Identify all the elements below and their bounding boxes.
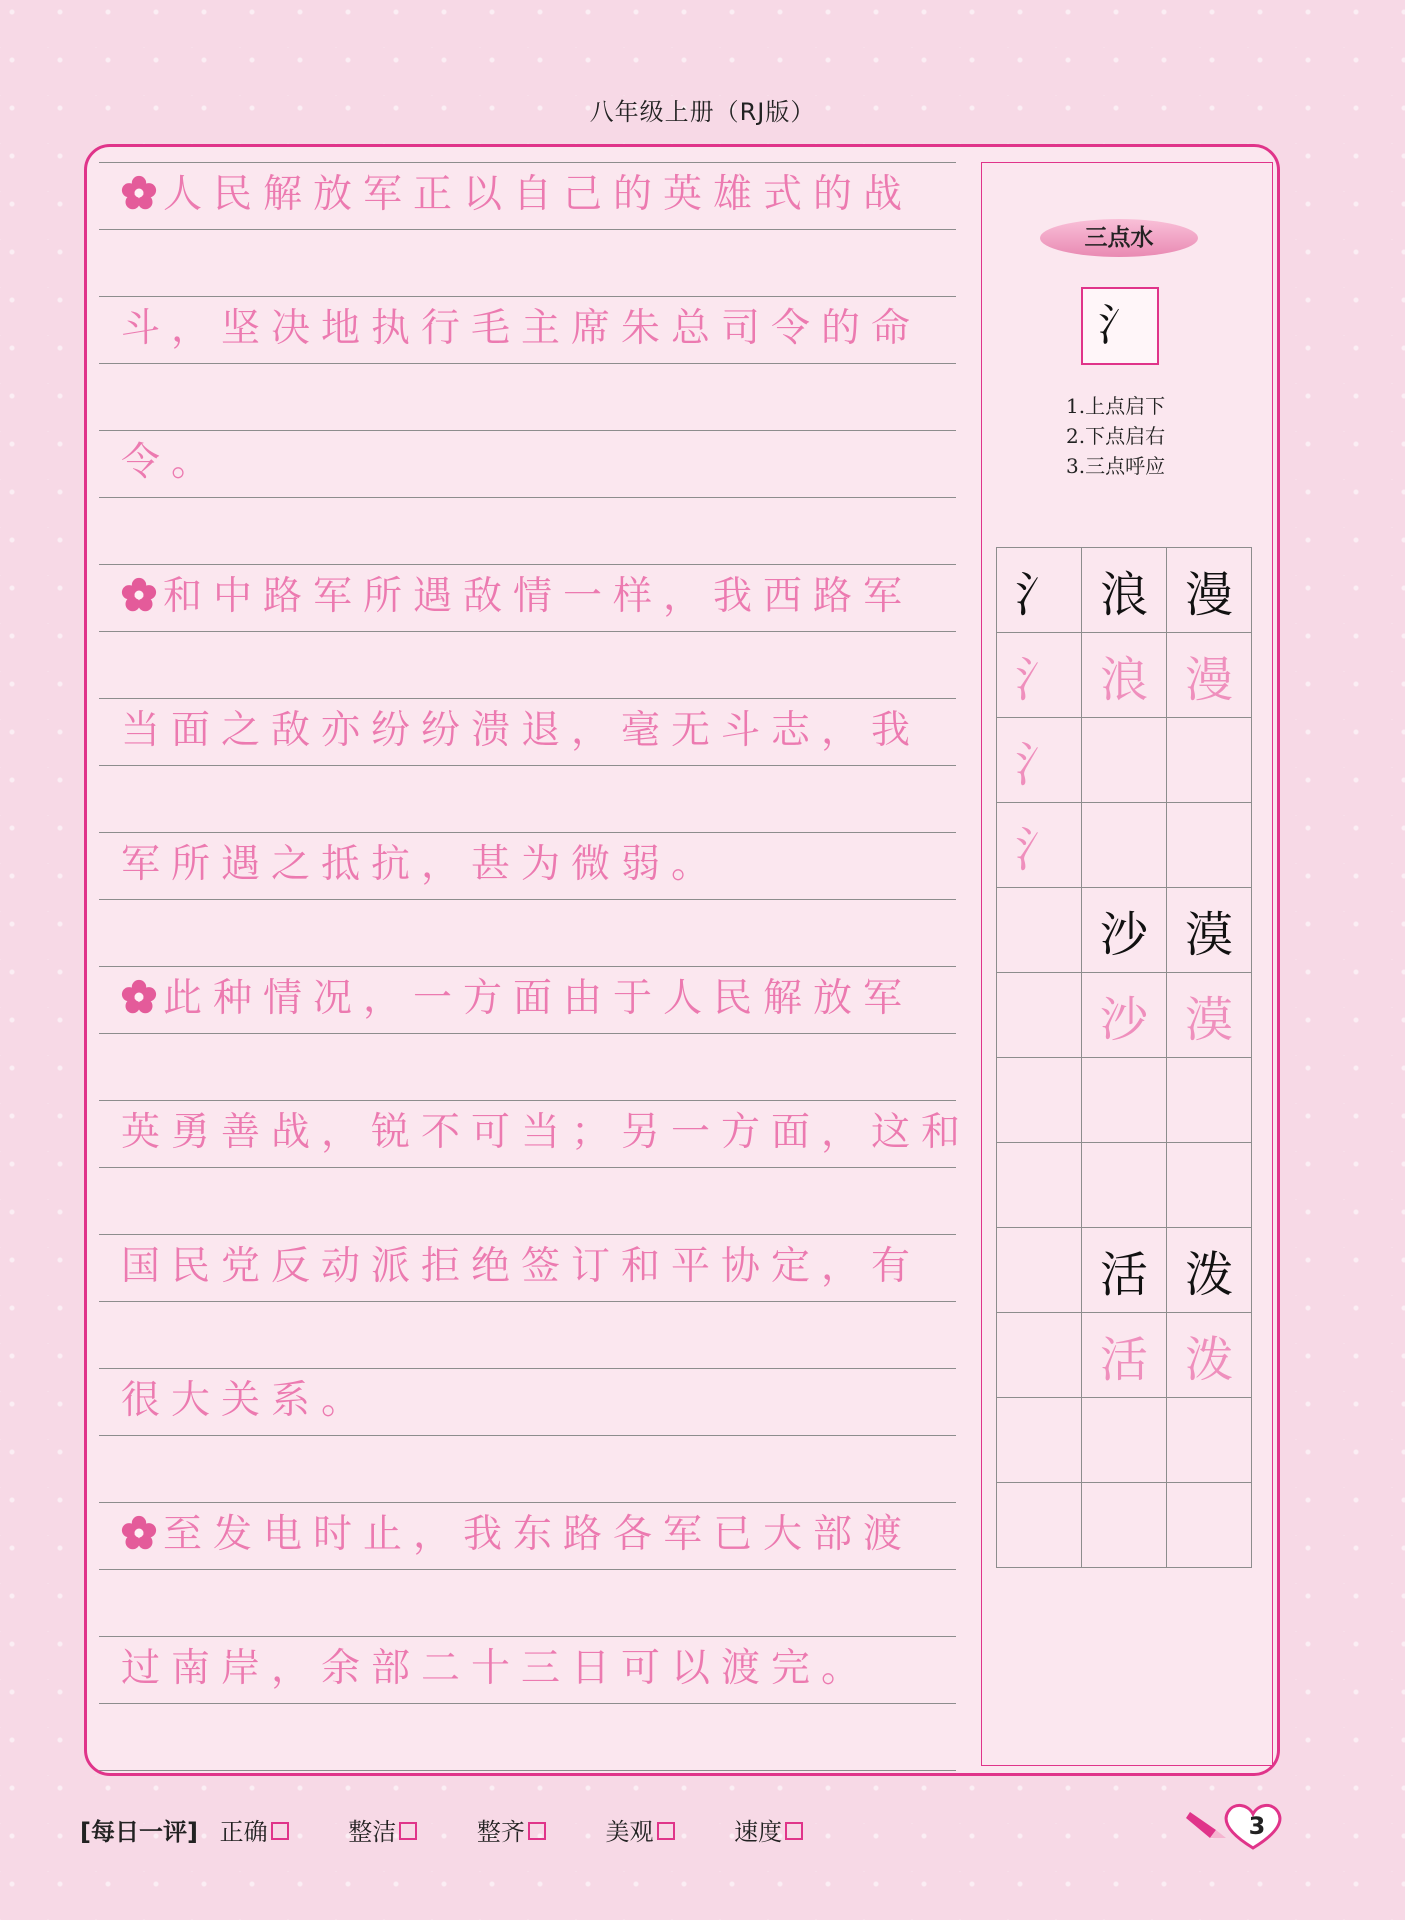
radical-char-box: 氵 (1081, 287, 1159, 365)
empty-cell (1167, 1058, 1252, 1143)
model-cell: 活 (1082, 1228, 1167, 1313)
line-text: 斗，坚决地执行毛主席朱总司令的命 (121, 306, 922, 351)
practice-line-1 (121, 169, 913, 221)
checkbox[interactable] (399, 1822, 417, 1840)
radical-sidebar (981, 162, 1273, 1766)
practice-line-7 (121, 973, 913, 1025)
flower-icon (121, 175, 157, 211)
checkbox[interactable] (271, 1822, 289, 1840)
model-cell: 漫 (1167, 548, 1252, 633)
eval-label: 正确 (219, 1818, 268, 1846)
eval-item-beauty (606, 1818, 675, 1846)
empty-cell (1167, 803, 1252, 888)
writing-row (99, 430, 956, 497)
line-text: 和中路军所遇敌情一样，我西路军 (163, 574, 914, 619)
trace-cell: 沙 (1082, 973, 1167, 1058)
line-text: 人民解放军正以自己的英雄式的战 (163, 172, 914, 217)
trace-cell: 漠 (1167, 973, 1252, 1058)
model-cell: 泼 (1167, 1228, 1252, 1313)
practice-line-5 (121, 705, 921, 757)
practice-line-11 (121, 1509, 913, 1561)
writing-tips (1066, 391, 1165, 481)
eval-label: 整洁 (348, 1818, 397, 1846)
empty-cell (1082, 803, 1167, 888)
eval-item-neat (348, 1818, 417, 1846)
checkbox[interactable] (785, 1822, 803, 1840)
blank-row (99, 1033, 956, 1100)
blank-row (99, 229, 956, 296)
practice-line-6 (121, 839, 721, 891)
writing-row (99, 966, 956, 1033)
line-text: 此种情况，一方面由于人民解放军 (163, 976, 914, 1021)
grid-row (997, 973, 1252, 1058)
practice-lines (99, 162, 972, 1771)
empty-cell (997, 888, 1082, 973)
empty-cell (1167, 1483, 1252, 1568)
grid-row (997, 633, 1252, 718)
line-text: 国民党反动派拒绝签订和平协定，有 (121, 1244, 922, 1289)
bottom-rule (99, 1770, 956, 1771)
flower-icon (121, 1515, 157, 1551)
tip-item: 2.下点启右 (1066, 424, 1166, 448)
grid-row (997, 888, 1252, 973)
writing-row (99, 162, 956, 229)
blank-row (99, 497, 956, 564)
blank-row (99, 899, 956, 966)
practice-line-4 (121, 571, 913, 623)
empty-cell (997, 1143, 1082, 1228)
writing-row (99, 1502, 956, 1569)
grid-row (997, 548, 1252, 633)
blank-row (99, 631, 956, 698)
practice-frame (84, 144, 1280, 1776)
line-text: 至发电时止，我东路各军已大部渡 (163, 1512, 914, 1557)
grid-row (997, 803, 1252, 888)
writing-row (99, 564, 956, 631)
empty-cell (997, 1228, 1082, 1313)
writing-row (99, 296, 956, 363)
radical-trace-cell: 氵 (997, 633, 1082, 718)
page-header: 八年级上册（RJ版） (589, 98, 816, 126)
writing-row (99, 1636, 956, 1703)
flower-icon (121, 577, 157, 613)
empty-cell (997, 1313, 1082, 1398)
blank-row (99, 363, 956, 430)
empty-cell (1082, 1058, 1167, 1143)
eval-label: 美观 (605, 1818, 654, 1846)
trace-cell: 活 (1082, 1313, 1167, 1398)
line-text: 很大关系。 (121, 1378, 372, 1423)
practice-line-2 (121, 303, 921, 355)
grid-row (997, 718, 1252, 803)
grid-row (997, 1058, 1252, 1143)
line-text: 当面之敌亦纷纷溃退，毫无斗志，我 (121, 708, 922, 753)
practice-line-12 (121, 1643, 871, 1695)
empty-cell (997, 973, 1082, 1058)
empty-cell (1167, 1143, 1252, 1228)
eval-item-speed (734, 1818, 803, 1846)
practice-line-3 (121, 437, 221, 489)
eval-item-correct (220, 1818, 289, 1846)
grid-row (997, 1143, 1252, 1228)
blank-row (99, 1569, 956, 1636)
line-text: 英勇善战，锐不可当；另一方面，这和 (121, 1110, 972, 1155)
empty-cell (1082, 1483, 1167, 1568)
writing-row (99, 1234, 956, 1301)
writing-row (99, 1368, 956, 1435)
flower-icon (121, 979, 157, 1015)
empty-cell (1167, 1398, 1252, 1483)
checkbox[interactable] (528, 1822, 546, 1840)
grid-row (997, 1228, 1252, 1313)
writing-row (99, 832, 956, 899)
line-text: 过南岸，余部二十三日可以渡完。 (121, 1646, 872, 1691)
empty-cell (997, 1483, 1082, 1568)
tip-item: 3.三点呼应 (1066, 454, 1166, 478)
practice-line-9 (121, 1241, 921, 1293)
line-text: 令。 (121, 440, 222, 485)
empty-cell (997, 1398, 1082, 1483)
writing-row (99, 698, 956, 765)
model-cell: 沙 (1082, 888, 1167, 973)
radical-trace-cell: 氵 (997, 718, 1082, 803)
practice-line-8 (121, 1107, 971, 1159)
trace-cell: 漫 (1167, 633, 1252, 718)
empty-cell (997, 1058, 1082, 1143)
writing-row (99, 1100, 972, 1167)
practice-line-10 (121, 1375, 371, 1427)
blank-row (99, 765, 956, 832)
daily-evaluation (80, 1812, 855, 1847)
grid-row (997, 1398, 1252, 1483)
page-number: 3 (1248, 1812, 1266, 1840)
tip-item: 1.上点启下 (1066, 394, 1166, 418)
empty-cell (1082, 1398, 1167, 1483)
blank-row (99, 1167, 956, 1234)
radical-trace-cell: 氵 (997, 803, 1082, 888)
eval-item-tidy (477, 1818, 546, 1846)
trace-cell: 泼 (1167, 1313, 1252, 1398)
empty-cell (1082, 718, 1167, 803)
radical-title-badge: 三点水 (1040, 219, 1198, 257)
checkbox[interactable] (657, 1822, 675, 1840)
blank-row (99, 1435, 956, 1502)
grid-row (997, 1313, 1252, 1398)
blank-row (99, 1703, 956, 1770)
blank-row (99, 1301, 956, 1368)
eval-label: 整齐 (476, 1818, 525, 1846)
trace-cell: 浪 (1082, 633, 1167, 718)
model-cell: 浪 (1082, 548, 1167, 633)
grid-row (997, 1483, 1252, 1568)
eval-label: 速度 (734, 1818, 783, 1846)
empty-cell (1167, 718, 1252, 803)
line-text: 军所遇之抵抗，甚为微弱。 (121, 842, 722, 887)
character-practice-grid (996, 547, 1252, 1568)
radical-model-cell: 氵 (997, 548, 1082, 633)
model-cell: 漠 (1167, 888, 1252, 973)
empty-cell (1082, 1143, 1167, 1228)
evaluation-title: [每日一评] (80, 1818, 198, 1846)
